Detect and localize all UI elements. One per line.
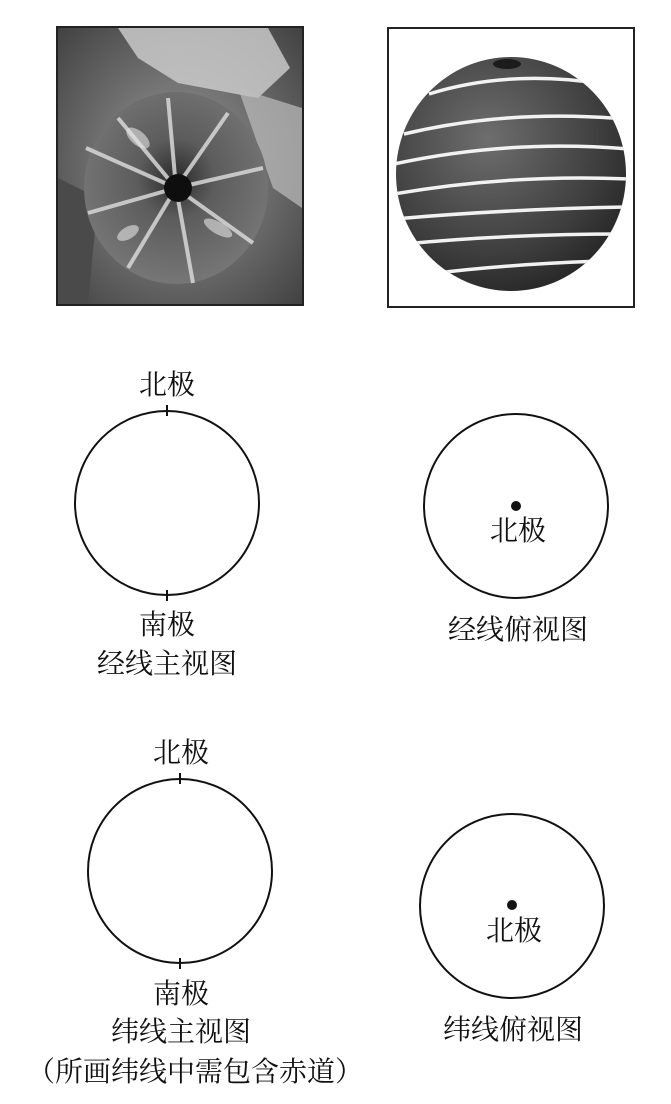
meridian-top-caption: 经线俯视图 bbox=[447, 613, 589, 646]
latitude-top-pole-label: 北极 bbox=[485, 914, 543, 947]
latitude-front-note: （所画纬线中需包含赤道） bbox=[26, 1055, 364, 1088]
meridian-top-pole-dot bbox=[511, 501, 521, 511]
meridian-front-caption: 经线主视图 bbox=[96, 647, 238, 680]
latitude-front-caption: 纬线主视图 bbox=[110, 1015, 252, 1048]
meridian-top-pole-label: 北极 bbox=[489, 514, 547, 547]
latitude-top-pole-dot bbox=[507, 900, 517, 910]
latitude-top-caption: 纬线俯视图 bbox=[442, 1013, 584, 1046]
meridian-front-south-label: 南极 bbox=[138, 608, 196, 641]
meridian-front-north-label: 北极 bbox=[138, 368, 196, 401]
latitude-front-south-label: 南极 bbox=[152, 977, 210, 1010]
meridian-front-circle bbox=[75, 411, 259, 595]
latitude-front-north-label: 北极 bbox=[152, 736, 210, 769]
latitude-front-circle bbox=[88, 779, 272, 963]
